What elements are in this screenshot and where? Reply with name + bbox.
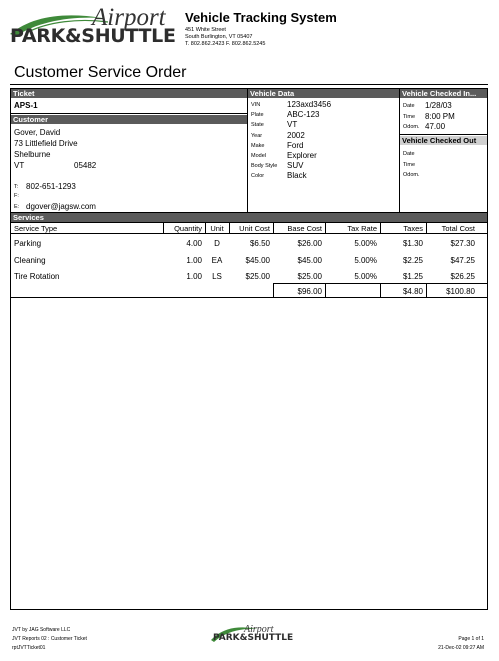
vehicle-field-value: ABC-123	[287, 110, 320, 120]
column-divider	[163, 222, 164, 233]
vehicle-field-label: Year	[251, 132, 263, 139]
totals-bottom	[11, 297, 487, 298]
company-address1: 451 White Street	[185, 27, 226, 33]
customer-email-label: E:	[14, 204, 20, 210]
totals-vline	[426, 283, 427, 297]
customer-city: Shelburne	[14, 150, 51, 159]
vehicle-field-value: Ford	[287, 140, 304, 150]
column-header: Tax Rate	[347, 224, 377, 233]
checked-in-label: Date	[403, 103, 415, 109]
service-cell: $26.25	[450, 272, 475, 281]
vehicle-header: Vehicle Data	[248, 89, 399, 98]
customer-street: 73 Littlefield Drive	[14, 139, 78, 148]
vehicle-field-label: Plate	[251, 112, 264, 119]
total-cost: $100.80	[446, 287, 475, 296]
service-cell: $25.00	[245, 272, 270, 281]
vehicle-field-label: Color	[251, 173, 265, 180]
totals-vline	[273, 283, 274, 297]
vehicle-field-label: State	[251, 122, 264, 129]
service-cell: EA	[211, 255, 223, 265]
vehicle-field-value: Black	[287, 171, 307, 181]
company-address2: South Burlington, VT 05407	[185, 34, 253, 40]
service-cell: D	[214, 239, 220, 248]
checked-out-label: Odom.	[403, 172, 420, 178]
table-header-bottom	[11, 233, 487, 234]
logo-airport-text: Airport	[92, 4, 166, 31]
ticket-divider	[11, 113, 247, 114]
service-cell: $45.00	[297, 255, 322, 265]
services-header: Services	[11, 213, 487, 222]
customer-state: VT	[14, 161, 25, 170]
company-title: Vehicle Tracking System	[185, 10, 337, 25]
service-cell: 1.00	[186, 272, 202, 281]
column-divider	[325, 222, 326, 233]
service-cell: $1.25	[402, 272, 423, 281]
vehicle-field-label: Make	[251, 142, 265, 149]
column-header: Base Cost	[287, 224, 322, 233]
column-divider	[426, 222, 427, 233]
total-base-cost: $96.00	[297, 287, 322, 296]
checked-in-divider	[400, 134, 487, 135]
service-cell: $1.30	[402, 239, 423, 248]
customer-fax-label: F:	[14, 193, 19, 199]
column-divider	[229, 222, 230, 233]
service-cell: Parking	[14, 239, 42, 248]
footer-rpt-id: rptJVTTicket01	[12, 645, 46, 651]
footer-logo-airport: Airport	[244, 624, 274, 635]
footer-report: JVT Reports 02 : Customer Ticket	[12, 636, 87, 642]
column-header: Total Cost	[441, 224, 475, 233]
service-cell: 5.00%	[354, 272, 377, 281]
column-header: Quantity	[174, 224, 202, 233]
checked-in-value: 1/28/03	[425, 101, 452, 110]
logo-park-shuttle-text: PARK&SHUTTLE	[10, 25, 176, 47]
checked-out-label: Time	[403, 161, 416, 168]
customer-phone: 802-651-1293	[26, 182, 76, 191]
service-cell: 5.00%	[354, 239, 377, 248]
checked-out-header: Vehicle Checked Out	[400, 136, 487, 145]
title-divider	[10, 84, 488, 85]
service-cell: $25.00	[297, 272, 322, 281]
vehicle-field-value: 123axd3456	[287, 100, 332, 109]
vehicle-field-value: Explorer	[287, 151, 317, 160]
column-divider	[273, 222, 274, 233]
checked-out-label: Date	[403, 151, 415, 157]
ticket-header: Ticket	[11, 89, 247, 98]
customer-name: Gover, David	[14, 128, 61, 137]
total-taxes: $4.80	[402, 287, 423, 296]
vehicle-field-label: VIN	[251, 102, 261, 108]
service-cell: 5.00%	[354, 255, 377, 265]
column-divider	[380, 222, 381, 233]
service-cell: $47.25	[450, 255, 475, 265]
checked-in-header: Vehicle Checked In...	[400, 89, 487, 98]
vehicle-field-value: 2002	[287, 130, 305, 140]
customer-header: Customer	[11, 115, 247, 124]
customer-email: dgover@jagsw.com	[26, 202, 96, 211]
vehicle-field-label: Body Style	[251, 163, 278, 170]
service-cell: $27.30	[450, 239, 475, 248]
divider-checked	[399, 88, 400, 212]
checked-in-label: Time	[403, 113, 416, 120]
document-title: Customer Service Order	[14, 64, 187, 81]
ticket-number: APS-1	[14, 101, 38, 110]
vehicle-field-value: SUV	[287, 161, 304, 171]
column-header: Taxes	[403, 224, 423, 233]
customer-zip: 05482	[74, 161, 97, 170]
footer-page: Page 1 of 1	[458, 636, 484, 642]
service-cell: $6.50	[249, 239, 270, 248]
service-cell: Tire Rotation	[14, 272, 60, 281]
column-header: Unit	[210, 224, 224, 233]
checked-in-label: Odom.	[403, 124, 420, 130]
totals-vline	[325, 283, 326, 297]
footer-logo-park: PARK&SHUTTLE	[213, 633, 294, 643]
footer-datetime: 21-Dec-02 09:27 AM	[438, 645, 484, 651]
footer-company: JVT by JAG Software LLC	[12, 627, 71, 633]
service-cell: 1.00	[186, 255, 202, 265]
services-header-bottom	[11, 222, 487, 223]
column-header: Unit Cost	[239, 224, 270, 233]
service-cell: 4.00	[186, 239, 202, 248]
service-cell: $2.25	[402, 255, 423, 265]
totals-vline	[380, 283, 381, 297]
company-phone: T. 802.862.2423 F. 802.862.5245	[185, 41, 266, 47]
customer-phone-label: T:	[14, 184, 19, 190]
service-cell: $26.00	[297, 239, 322, 248]
column-divider	[205, 222, 206, 233]
service-cell: Cleaning	[14, 255, 46, 265]
checked-in-value: 8:00 PM	[425, 111, 455, 121]
service-cell: $45.00	[245, 255, 270, 265]
divider-vehicle	[247, 88, 248, 212]
vehicle-field-value: VT	[287, 120, 298, 130]
checked-in-value: 47.00	[425, 122, 446, 131]
column-header: Service Type	[14, 224, 58, 233]
vehicle-field-label: Model	[251, 153, 266, 159]
service-cell: LS	[212, 272, 222, 281]
